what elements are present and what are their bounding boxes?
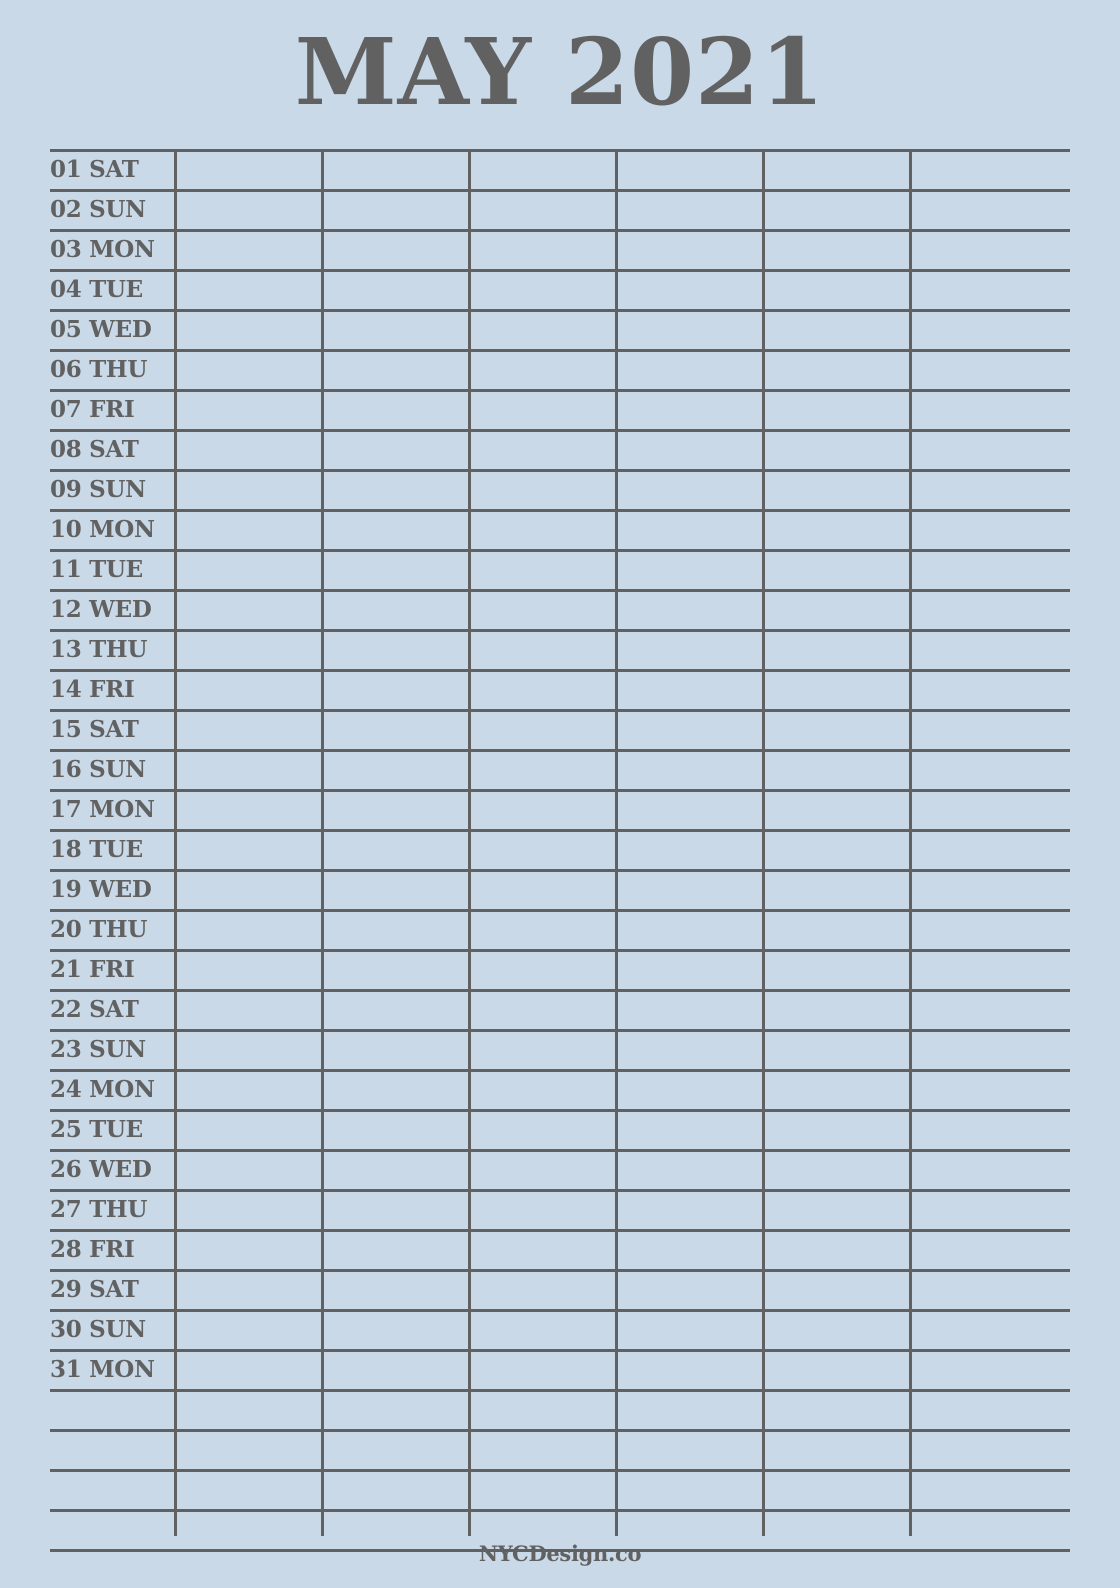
row-divider [50, 949, 1070, 952]
row-divider [50, 1309, 1070, 1312]
row-divider [50, 789, 1070, 792]
day-label: 11 TUE [50, 556, 143, 583]
day-label: 24 MON [50, 1076, 155, 1103]
day-label: 02 SUN [50, 196, 146, 223]
column-divider [909, 152, 912, 1536]
row-divider [50, 349, 1070, 352]
day-label: 09 SUN [50, 476, 146, 503]
day-label: 06 THU [50, 356, 148, 383]
row-divider [50, 1229, 1070, 1232]
row-divider [50, 1189, 1070, 1192]
row-divider [50, 909, 1070, 912]
row-divider [50, 1269, 1070, 1272]
row-divider [50, 1349, 1070, 1352]
column-divider [615, 152, 618, 1536]
day-label: 14 FRI [50, 676, 135, 703]
row-divider [50, 309, 1070, 312]
row-divider [50, 269, 1070, 272]
row-divider [50, 229, 1070, 232]
row-divider [50, 869, 1070, 872]
row-divider [50, 669, 1070, 672]
page-title: MAY 2021 [294, 18, 826, 126]
row-divider [50, 389, 1070, 392]
row-divider [50, 189, 1070, 192]
footer-credit: NYCDesign.co [478, 1541, 642, 1566]
row-divider [50, 549, 1070, 552]
day-label: 08 SAT [50, 436, 139, 463]
day-label: 20 THU [50, 916, 148, 943]
day-label: 26 WED [50, 1156, 152, 1183]
row-divider [50, 829, 1070, 832]
day-label: 31 MON [50, 1356, 155, 1383]
day-label: 30 SUN [50, 1316, 146, 1343]
column-divider [762, 152, 765, 1536]
row-divider [50, 1469, 1070, 1472]
row-divider [50, 1069, 1070, 1072]
row-divider [50, 1149, 1070, 1152]
day-label: 13 THU [50, 636, 148, 663]
day-label: 22 SAT [50, 996, 139, 1023]
day-label: 21 FRI [50, 956, 135, 983]
row-divider [50, 509, 1070, 512]
row-divider [50, 629, 1070, 632]
day-label: 07 FRI [50, 396, 135, 423]
row-divider [50, 1429, 1070, 1432]
day-label: 03 MON [50, 236, 155, 263]
column-divider [321, 152, 324, 1536]
day-label: 12 WED [50, 596, 152, 623]
day-label: 04 TUE [50, 276, 143, 303]
row-divider [50, 589, 1070, 592]
day-label: 05 WED [50, 316, 152, 343]
day-label: 29 SAT [50, 1276, 139, 1303]
column-divider [468, 152, 471, 1536]
row-divider [50, 469, 1070, 472]
row-divider [50, 429, 1070, 432]
row-divider [50, 749, 1070, 752]
row-divider [50, 1389, 1070, 1392]
row-divider [50, 709, 1070, 712]
row-divider [50, 1109, 1070, 1112]
day-label: 23 SUN [50, 1036, 146, 1063]
day-label: 17 MON [50, 796, 155, 823]
row-divider [50, 1509, 1070, 1512]
day-label: 27 THU [50, 1196, 148, 1223]
day-label: 25 TUE [50, 1116, 143, 1143]
day-label: 28 FRI [50, 1236, 135, 1263]
day-label: 01 SAT [50, 156, 139, 183]
day-label: 16 SUN [50, 756, 146, 783]
day-label: 19 WED [50, 876, 152, 903]
day-label: 10 MON [50, 516, 155, 543]
row-divider [50, 989, 1070, 992]
day-label: 18 TUE [50, 836, 143, 863]
day-label: 15 SAT [50, 716, 139, 743]
row-divider [50, 149, 1070, 152]
row-divider [50, 1029, 1070, 1032]
